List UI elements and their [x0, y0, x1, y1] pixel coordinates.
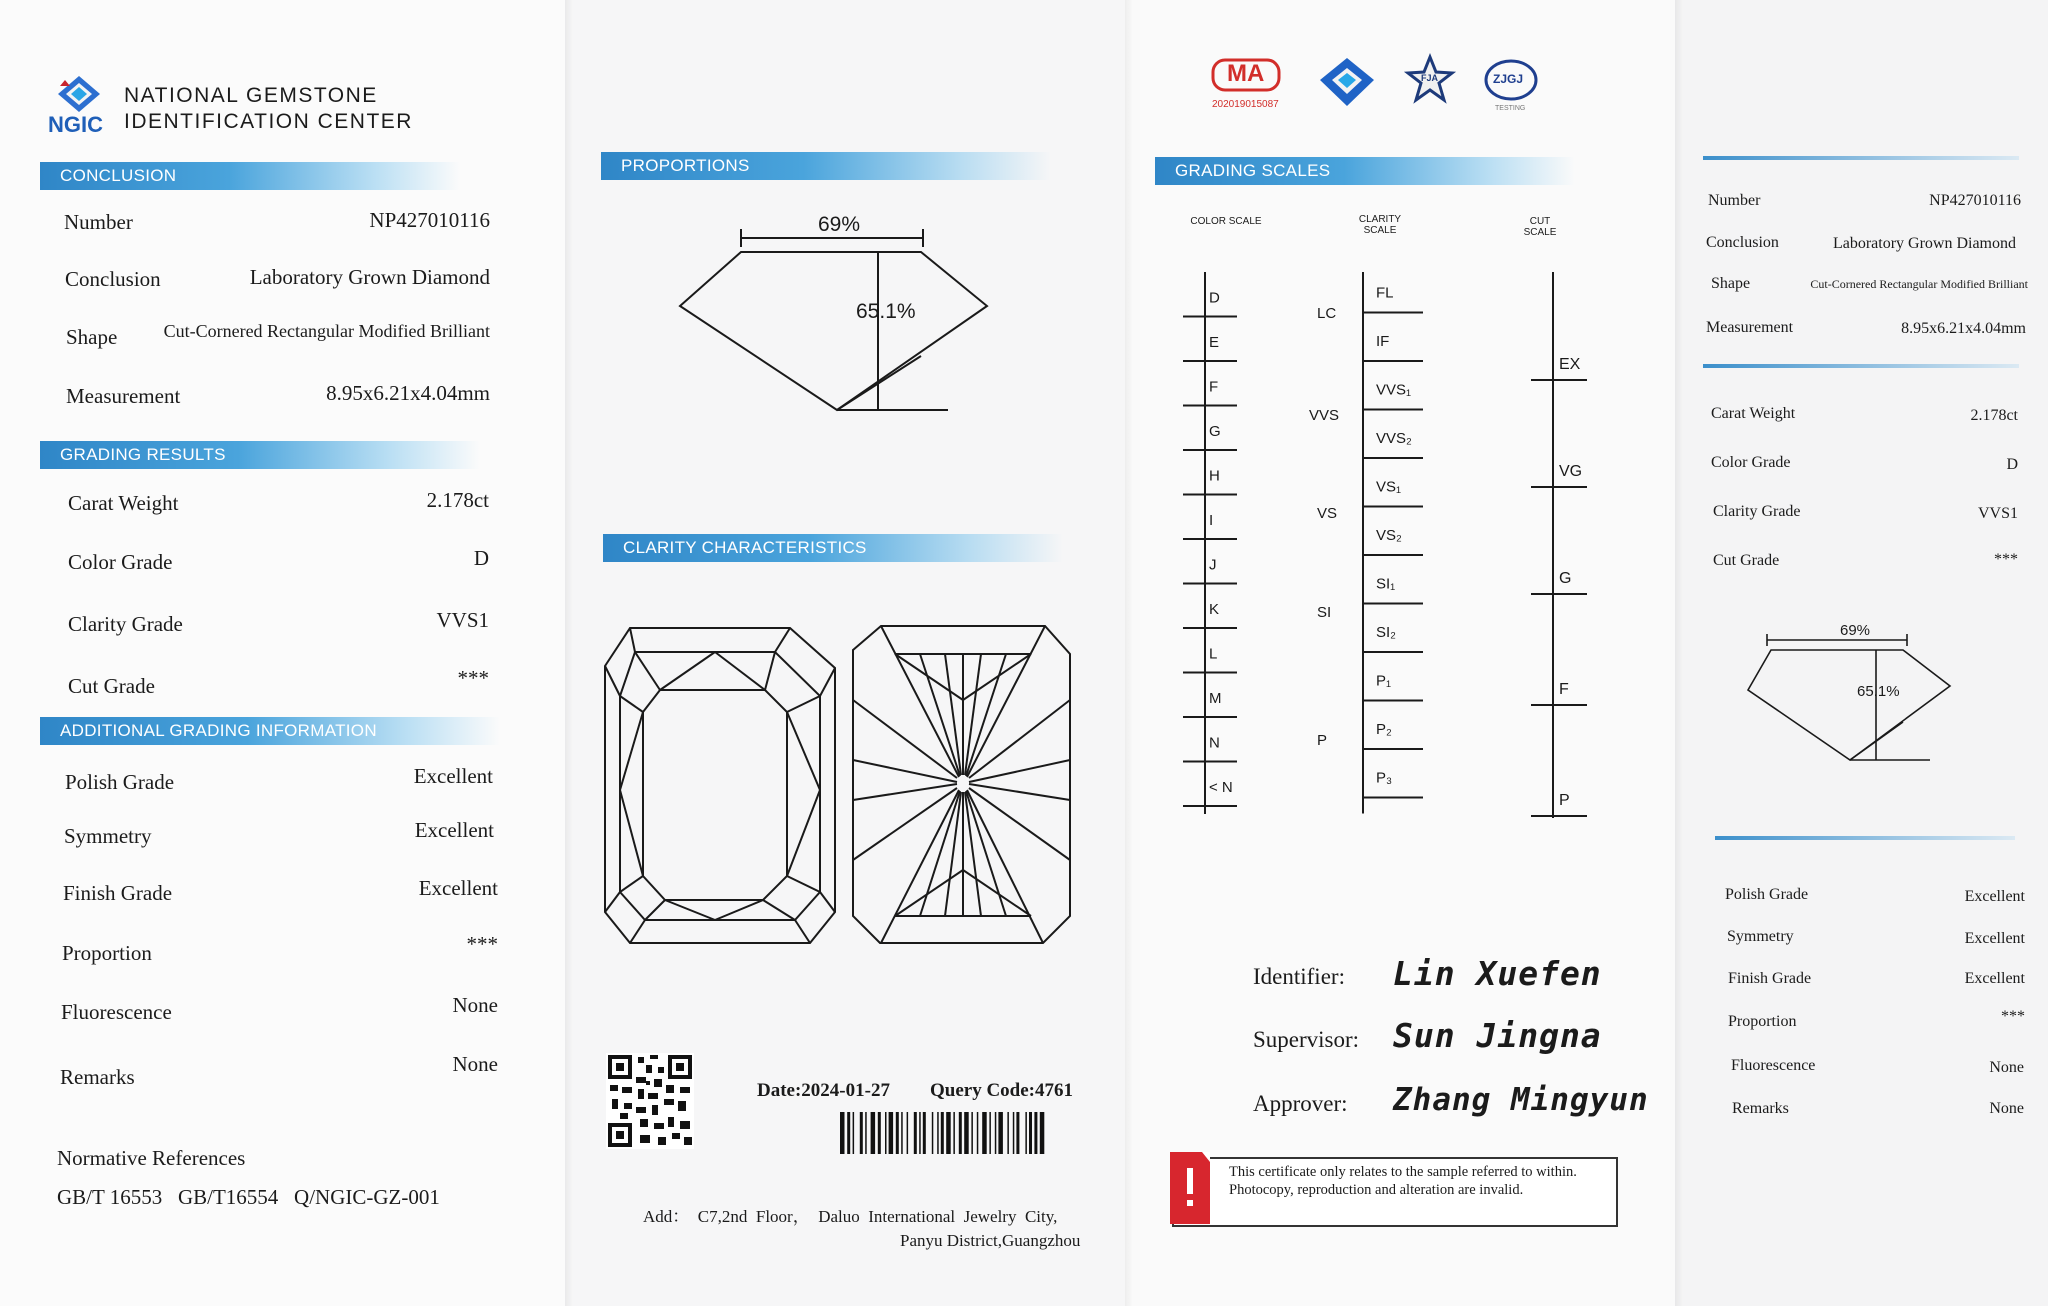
- grading-results-heading: GRADING RESULTS: [40, 441, 480, 469]
- summary-label: Number: [1708, 192, 1761, 209]
- summary-value: Cut-Cornered Rectangular Modified Brilliant: [1810, 277, 2028, 291]
- clarity-scale-label: VVS₂: [1376, 430, 1412, 447]
- signature-role: Supervisor:: [1253, 1027, 1360, 1052]
- query-code: Query Code:4761: [930, 1080, 1074, 1101]
- grading-value: VVS1: [436, 608, 489, 632]
- additional-value: None: [452, 1052, 498, 1076]
- clarity-scale-label: SI₁: [1376, 575, 1396, 593]
- summary-label: Fluorescence: [1731, 1057, 1816, 1074]
- signature-name: Lin Xuefen: [1393, 954, 1602, 993]
- additional-value: Excellent: [418, 876, 498, 900]
- warning-icon: [1170, 1152, 1210, 1224]
- additional-label: Symmetry: [64, 824, 152, 848]
- summary-value: D: [2006, 456, 2018, 473]
- additional-label: Remarks: [60, 1065, 135, 1089]
- table-percent: 69%: [818, 213, 861, 236]
- grading-label: Color Grade: [68, 550, 173, 574]
- color-scale-label: F: [1209, 378, 1219, 396]
- clarity-group-label: VS: [1317, 505, 1338, 522]
- panel-scales: [1125, 0, 1675, 1306]
- color-scale-label: D: [1209, 289, 1220, 307]
- conclusion-label: Shape: [66, 325, 118, 349]
- signature-name: Sun Jingna: [1393, 1016, 1602, 1055]
- summary-value: ***: [1994, 551, 2018, 568]
- depth-percent: 65.1%: [856, 300, 916, 323]
- color-scale-label: G: [1209, 423, 1221, 440]
- normative-heading: Normative References: [57, 1146, 246, 1170]
- summary-value: None: [1989, 1100, 2024, 1117]
- color-scale-label: K: [1209, 601, 1220, 618]
- additional-value: Excellent: [414, 818, 494, 842]
- clarity-scale-label: P₂: [1376, 721, 1392, 738]
- grading-scales-chart: [1125, 0, 1675, 860]
- summary-label: Color Grade: [1711, 454, 1791, 471]
- grading-value: D: [473, 546, 489, 570]
- cma-number: 202019015087: [1212, 99, 1279, 110]
- clarity-group-label: SI: [1317, 604, 1332, 621]
- normative-refs: GB/T 16553 GB/T16554 Q/NGIC-GZ-001: [57, 1185, 440, 1209]
- summary-depth-percent: 65.1%: [1857, 683, 1900, 700]
- cut-scale-label: EX: [1559, 356, 1581, 373]
- panel-summary: [1675, 0, 2048, 1306]
- clarity-scale-label: FL: [1376, 284, 1394, 302]
- conclusion-value: 8.95x6.21x4.04mm: [326, 381, 490, 405]
- color-scale-label: M: [1209, 690, 1222, 707]
- conclusion-label: Number: [64, 210, 133, 234]
- org-name-line2: IDENTIFICATION CENTER: [124, 110, 413, 133]
- grading-value: 2.178ct: [426, 488, 489, 512]
- clarity-scale-label: IF: [1376, 333, 1390, 350]
- notice-text: This certificate only relates to the sample referred to within. Photocopy, reproduction and alteration are invalid.: [1229, 1164, 1577, 1198]
- additional-label: Polish Grade: [65, 770, 175, 794]
- color-scale-label: I: [1209, 512, 1214, 529]
- org-name-line1: NATIONAL GEMSTONE: [124, 84, 378, 107]
- clarity-scale-label: VVS₁: [1376, 381, 1412, 399]
- summary-value: Laboratory Grown Diamond: [1832, 235, 2016, 252]
- summary-label: Carat Weight: [1711, 405, 1796, 422]
- summary-value: VVS1: [1977, 505, 2018, 522]
- summary-label: Symmetry: [1727, 928, 1794, 945]
- conclusion-value: Laboratory Grown Diamond: [249, 265, 490, 289]
- summary-label: Proportion: [1728, 1013, 1797, 1030]
- grading-label: Cut Grade: [68, 674, 155, 698]
- clarity-scale-label: P₁: [1376, 672, 1392, 690]
- pavilion-plot-diagram: [565, 0, 1125, 960]
- cut-scale-label: VG: [1559, 463, 1583, 480]
- additional-value: ***: [466, 932, 498, 956]
- address-line1: Add： C7,2nd Floor， Daluo International Jewelry City,: [643, 1207, 1058, 1226]
- clarity-scale-label: VS₁: [1376, 478, 1402, 496]
- zjgj-logo-text: ZJGJ: [1493, 72, 1524, 86]
- color-scale-label: E: [1209, 334, 1220, 351]
- summary-value: Excellent: [1964, 930, 2025, 947]
- summary-value: NP427010116: [1929, 192, 2021, 209]
- color-scale-title: COLOR SCALE: [1190, 216, 1262, 227]
- summary-table-percent: 69%: [1840, 622, 1871, 639]
- clarity-scale-label: P₃: [1376, 769, 1393, 787]
- summary-value: Excellent: [1964, 970, 2025, 987]
- summary-label: Clarity Grade: [1713, 503, 1801, 520]
- summary-label: Finish Grade: [1728, 970, 1812, 987]
- fja-logo-text: FJA: [1421, 73, 1439, 83]
- cut-scale-label: G: [1559, 570, 1572, 587]
- clarity-scale-label: VS₂: [1376, 527, 1402, 544]
- cut-scale-label: F: [1559, 681, 1569, 698]
- clarity-scale-title: CLARITY SCALE: [1358, 214, 1402, 236]
- summary-label: Cut Grade: [1713, 552, 1780, 569]
- cut-scale-label: P: [1559, 792, 1570, 809]
- signature-name: Zhang Mingyun: [1393, 1082, 1649, 1118]
- report-date: Date:2024-01-27: [757, 1080, 890, 1101]
- signature-role: Approver:: [1253, 1091, 1348, 1116]
- grading-value: ***: [457, 666, 489, 690]
- conclusion-value: NP427010116: [369, 208, 490, 232]
- color-scale-label: < N: [1209, 779, 1233, 796]
- ngic-logo-text: NGIC: [48, 112, 103, 137]
- summary-label: Shape: [1711, 275, 1751, 292]
- signature-role: Identifier:: [1253, 964, 1345, 989]
- grading-label: Carat Weight: [68, 491, 179, 515]
- panel-diagrams: [565, 0, 1125, 1306]
- cut-scale-title: CUT SCALE: [1523, 216, 1557, 238]
- summary-label: Conclusion: [1706, 234, 1779, 251]
- color-scale-label: L: [1209, 645, 1218, 663]
- summary-label: Polish Grade: [1725, 886, 1809, 903]
- qr-code: [606, 1053, 694, 1149]
- summary-value: None: [1989, 1059, 2024, 1076]
- clarity-group-label: P: [1317, 732, 1328, 749]
- conclusion-label: Conclusion: [65, 267, 161, 291]
- clarity-group-label: LC: [1317, 305, 1337, 322]
- grading-scales-heading: GRADING SCALES: [1155, 157, 1575, 185]
- additional-heading: ADDITIONAL GRADING INFORMATION: [40, 717, 500, 745]
- zjgj-sub: TESTING: [1495, 105, 1526, 112]
- summary-value: Excellent: [1964, 888, 2025, 905]
- ngic-logo-icon: [56, 74, 102, 114]
- barcode: [840, 1112, 1090, 1154]
- conclusion-heading: CONCLUSION: [40, 162, 460, 190]
- summary-label: Measurement: [1706, 319, 1794, 336]
- cma-logo-text: MA: [1227, 60, 1265, 87]
- summary-value: ***: [2001, 1008, 2025, 1025]
- clarity-group-label: VVS: [1309, 407, 1340, 424]
- grading-label: Clarity Grade: [68, 612, 183, 636]
- conclusion-label: Measurement: [66, 384, 181, 408]
- summary-label: Remarks: [1732, 1100, 1789, 1117]
- additional-label: Finish Grade: [63, 881, 173, 905]
- clarity-scale-label: SI₂: [1376, 624, 1396, 641]
- color-scale-label: H: [1209, 467, 1220, 485]
- clarity-characteristics-heading: CLARITY CHARACTERISTICS: [603, 534, 1063, 562]
- conclusion-value: Cut-Cornered Rectangular Modified Brilliant: [163, 321, 490, 341]
- summary-value: 8.95x6.21x4.04mm: [1901, 320, 2026, 337]
- proportions-heading: PROPORTIONS: [601, 152, 1051, 180]
- additional-value: None: [452, 993, 498, 1017]
- panel-report: [0, 0, 565, 1306]
- summary-value: 2.178ct: [1970, 407, 2018, 424]
- address-line2: Panyu District,Guangzhou: [900, 1231, 1081, 1250]
- additional-label: Fluorescence: [61, 1000, 172, 1024]
- additional-value: Excellent: [413, 764, 493, 788]
- additional-label: Proportion: [62, 941, 152, 965]
- color-scale-label: J: [1209, 556, 1217, 574]
- summary-proportion-diagram: [1675, 0, 2048, 780]
- color-scale-label: N: [1209, 734, 1220, 752]
